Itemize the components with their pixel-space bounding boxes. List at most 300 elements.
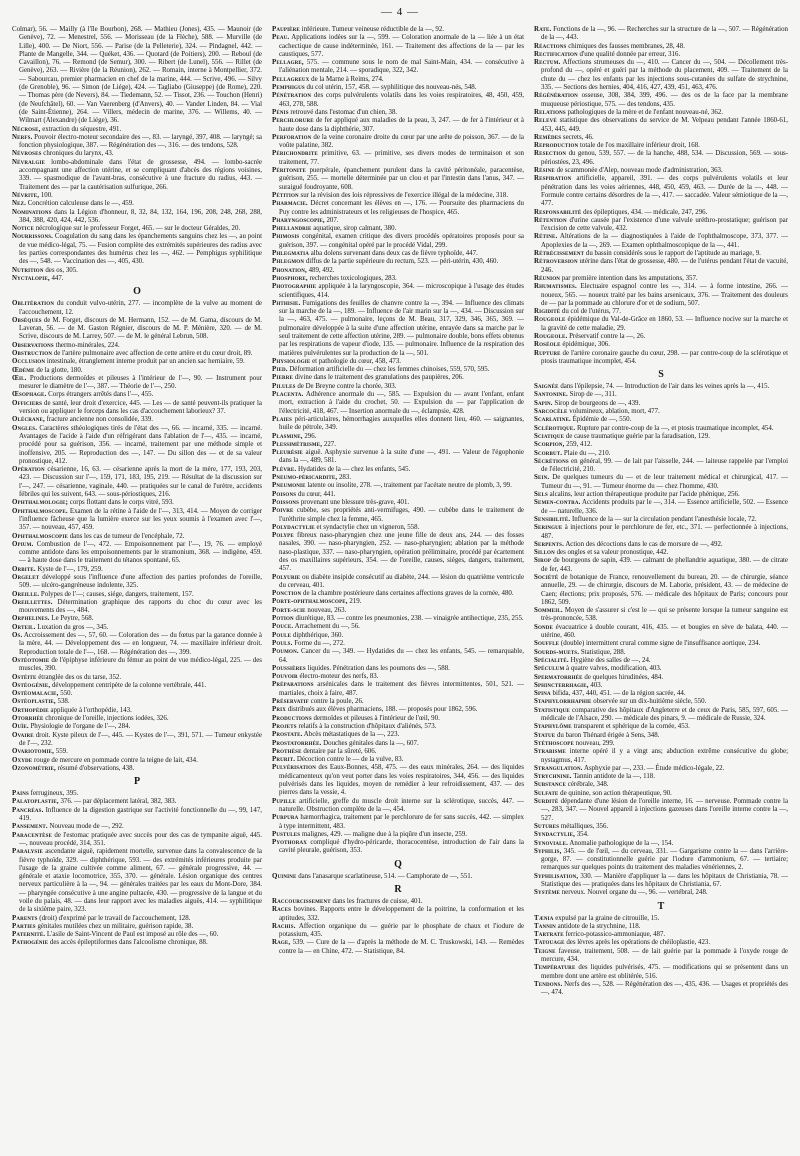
index-entry — [272, 706, 524, 714]
index-entry — [534, 524, 788, 541]
index-entry — [534, 707, 788, 724]
index-entry — [272, 275, 524, 283]
index-entry — [272, 939, 524, 956]
entry-text: césarienne, 16, 63. — césarienne après la mort de la mère, 177, 193, 203, 423. — Discussion sur l'—, 159, 171, 183, 195, 219. — Résultat de la discussion sur l'—, 247. — césarienne, vaginale, 440. — pratiquées sur le canal de l'urètre, accidents fébriles qui les suivent, 643. — sous-périostiques, 216. — [19, 466, 262, 499]
entry-headword: Pouls. — [272, 639, 293, 647]
entry-headword: Resection — [534, 150, 567, 158]
entry-text: faveuse, traitement, 508. — de lait guérie par la pommade à l'oxyde rouge de mercure, 434. — [541, 947, 788, 964]
entry-text: lombo-abdominale dans l'état de grossesse, 494. — lombo-sacrée accompagnant une affection utérine, et se compliquant d'abcès des régions voisines, 339. — spasmodique de l'avant-bras, consécutive à une fracture du radius, 443. — Traitement des — par la cautérisation sulfurique, 266. — [19, 158, 262, 191]
entry-text: Colmar), 56. — Mailly (à l'île Bourbon), 268. — Mathieu (Jones), 435. — Maunoir (de Genève), 72. — Menestrel, 556. — Morisseau (de la Flèche), 588. — Murville (de Lille), 400. — De Niort, 556. — Parise (de la Pelleterie), 324. — Pindagnel, 442. — Plante de Mangelle, 344. — Quéket, 436. — Quotard (de Poitiers), 200. — Reboul (de Cavaillon), 76. — Remond (de Semur), 300. — Ribert (de Lunel), 556. — Rillet (de Genève), 263. — Rivière (de la Réunion), 262. — Romain, interne à Montpellier, 372. — Sabourcau, premier pharmacien en chef de la marine, 444. — Scrive, 496. — Silvy (de Grenoble), 96. — Simon (de Liége), 424. — Tagliabo (Giuseppe) (de Rome), 220. — Thomas père (de Nevers), 84. — Tiedemann, 52. — Tissot, 236. — Touchon (Henri) (de Neufchâtel), 60. — Van Vaerenberg (d'Anvers), 40. — Vander Linden, 84. — Vial (de Saint-Étienne), 264. — Villers, médecin de marine, 376. — Willems, 40. — Wilmart (Alexandre) (de Liége), 36. — [12, 26, 262, 125]
entry-text: pathologiques de la mère et de l'enfant nouveau-né, 362. — [567, 108, 724, 116]
index-entry — [272, 906, 524, 923]
entry-text: Anomalie pathologique de la —, 154. — [569, 839, 674, 847]
index-entry — [272, 109, 524, 117]
index-entry — [534, 607, 788, 624]
entry-text: de la chambre postérieure dans certaines affections graves de la cornée, 480. — [303, 590, 514, 598]
entry-text: 575. — commune sous le nom de mal Saint-Main, 434. — consécutive à l'aliénation mentale, 214. — sporadique, 322, 342. — [279, 59, 524, 75]
index-entry — [12, 757, 262, 765]
index-entry — [272, 681, 524, 698]
entry-text: Statistique, 288. — [580, 648, 626, 656]
entry-text: rouge de mercure en pommade contre la teigne de lait, 434. — [34, 756, 198, 764]
entry-headword: Pouvoir — [272, 673, 298, 681]
index-entry — [272, 923, 524, 940]
entry-headword: Pulvérisation — [272, 764, 316, 772]
entry-text: fibreux naso-pharyngien chez une jeune fille de deux ans, 244. — des fosses nasales, 390. — naso-pharyngien, 252. — naso-pharyngien; ablation par la méthode naso-plastique, 337. — naso-pharyngien, opération préliminaire, procédé par écartement des os maxillaires supérieurs, 354. — de l'oreille, causes, siéges, dangers, traitement, 457. — [279, 532, 524, 573]
entry-text: dans l'anasarque scarlatineuse, 514. — Camphorate de —, 551. — [298, 872, 473, 880]
entry-text: droit. Kyste pileux de l'—, 445. — Kystes de l'—, 391, 571. — Tumeur enkystée de l'—, 232. — [19, 731, 262, 747]
entry-headword: Scorbut. — [534, 449, 563, 457]
entry-headword: Reproduction — [534, 142, 579, 150]
entry-text: Rupture par contre-coup de la —, et ptosis traumatique incomplet, 454. — [577, 424, 774, 432]
entry-headword: Pneumonie — [272, 482, 306, 490]
index-entry — [534, 923, 788, 931]
entry-headword: Phonation, — [272, 266, 307, 274]
entry-headword: Ostéoplastie, — [12, 698, 56, 706]
entry-text: thermo-minérales, 224. — [55, 341, 120, 349]
index-entry — [534, 964, 788, 981]
index-entry — [272, 731, 524, 739]
entry-text: Electuaire espagnol contre les —, 314. — à forme intestine, 266. — noueux, 565. — noueux traité par les bains arsenicaux, 376. — Traitement des douleurs de — par la pommade au chlorure d'or et de sodium, 507. — [541, 283, 788, 307]
entry-text: nouveau, 263. — [307, 606, 347, 614]
entry-headword: Ostéite — [12, 673, 37, 681]
index-entry — [272, 831, 524, 839]
entry-text: malignes, 429. — maligne due à la piqûre d'un insecte, 259. — [301, 830, 467, 838]
index-entry — [12, 425, 262, 466]
index-entry — [272, 283, 524, 300]
entry-text: nouveau, 299. — [575, 739, 615, 747]
index-entry — [534, 781, 788, 789]
entry-text: électro-moteur des nerfs, 83. — [299, 673, 379, 681]
entry-text: d'urine causée par l'existence d'une valvule uréthro-prostatique; guérison par l'excision de cette valvule, 432. — [541, 216, 788, 233]
entry-headword: Orbite. — [12, 565, 36, 573]
entry-headword: Teigne — [534, 947, 556, 955]
index-entry — [272, 433, 524, 441]
entry-text: à quatre valves, modification, 403. — [566, 665, 662, 673]
entry-text: dans les cas de tumeur de l'encéphale, 72. — [69, 532, 185, 540]
entry-text: bovines. Rapports entre le développement de la poitrine, la conformation et les aptitudes, 332. — [279, 906, 524, 922]
entry-text: nécrologique sur le professeur Forget, 465. — sur le docteur Géraldes, 20. — [35, 225, 241, 233]
entry-text: Adhérence anormale du —, 585. — Expulsion du — avant l'enfant, enfant mort, extraction à l'aide du crochet, 50. — Expulsion du — par l'application de l'électricité, 418, 467. — Insertion anormale du —, éclampsie, 428. — [279, 391, 524, 415]
index-entry — [12, 748, 262, 756]
entry-text: du cœur, 441. — [297, 490, 336, 498]
index-entry — [12, 723, 262, 731]
index-entry — [272, 873, 524, 881]
entry-text: résumé d'observations, 438. — [57, 764, 135, 772]
entry-headword: Poussières — [272, 664, 306, 672]
entry-text: Nerfs des —, 528. — Régénération des —, 435, 436. — Usages et propriétés des —, 474. — [541, 980, 788, 997]
index-entry — [272, 590, 524, 598]
entry-headword: Régénération — [534, 92, 578, 100]
index-entry — [534, 723, 788, 731]
index-entry — [534, 391, 788, 399]
index-entry — [534, 92, 788, 109]
entry-headword: Pilules — [272, 382, 296, 390]
entry-text: dans la Légion d'honneur, 8, 32, 84, 132, 164, 196, 208, 248, 268, 288, 384, 388, 420, 424, 442, 536. — [19, 208, 262, 224]
entry-text: distribués aux élèves pharmaciens, 188. — proposés pour 1862, 596. — [287, 706, 478, 714]
entry-headword: Pharyngoscopie, — [272, 216, 325, 224]
entry-headword: Pemphigus — [272, 84, 305, 92]
entry-headword: Orgelet — [12, 574, 40, 581]
index-entry — [12, 823, 262, 831]
index-entry — [272, 607, 524, 615]
index-entry — [272, 798, 524, 815]
entry-headword: Souffle — [534, 640, 560, 648]
entry-headword: Statistique — [534, 706, 570, 714]
entry-text: aiguë. Asphyxie survenue à la suite d'une —, 491. — Valeur de l'égophonie dans la —, 489, 581. — [279, 449, 524, 465]
entry-headword: Oreillettes. — [12, 598, 53, 606]
entry-text: diphthérique, 360. — [292, 631, 344, 639]
entry-headword: Poule — [272, 631, 292, 639]
entry-text: alba dolens survenant dans deux cas de fièvre typhoïde, 447. — [310, 250, 478, 258]
index-entry — [534, 109, 788, 117]
entry-text: Abcès métastatiques de la —, 223. — [303, 731, 400, 739]
entry-headword: Scorpion, — [534, 441, 565, 449]
entry-headword: Sarcocèle — [534, 408, 568, 416]
index-entry — [534, 350, 788, 367]
entry-text: Décoction contre le — de la vulve, 83. — [296, 756, 404, 764]
entry-headword: Sécrétions — [534, 457, 569, 465]
index-entry — [534, 150, 788, 167]
entry-text: de l'estomac pratiquée avec succès pour des cas de tympanite aiguë, 445. —, nouveau procédé, 314, 351. — [19, 831, 262, 847]
entry-text: sur la révision des lois répressives de l'exercice illégal de la médecine, 318. — [300, 191, 509, 199]
index-entry — [272, 416, 524, 433]
index-entry — [534, 416, 788, 424]
index-entry — [12, 358, 262, 366]
entry-text: artificielle, appareil, 391. — des corps pulvérulents volatils et leur pénétration dans les voies aériennes, 448, 450, 459, 463. — Durée de la —, 448. — Formule contre certains désordres de la —, 417. — saccadée. Valeur sémiotique de la —, 477. — [541, 175, 788, 208]
entry-text: Sirop de —, 311. — [569, 391, 617, 399]
entry-text: Combustion de l'—, 472. — Empoisonnement par l'—, 19, 76. — employé comme antidote dans les empoisonnements par le stramonium, 368. — indigène, 459. — à haute dose dans le traitement du tétanos spontané, 65. — [19, 540, 262, 565]
entry-headword: Rétine. — [534, 233, 558, 241]
index-entry — [272, 267, 524, 275]
index-entry — [272, 200, 524, 217]
entry-text: diurétique, 83. — contre les pneumonies, 238. — vinaigrée antihectique, 235, 255. — [295, 615, 524, 623]
entry-headword: Responsabilité — [534, 208, 582, 216]
section-letter: R — [394, 883, 402, 895]
index-entry — [272, 640, 524, 648]
index-entry — [272, 623, 524, 631]
index-entry — [272, 466, 524, 474]
entry-text: 550. — [60, 690, 73, 698]
index-entry — [12, 715, 262, 723]
entry-headword: Saignée — [534, 383, 559, 391]
index-entry — [534, 258, 788, 275]
entry-text: ascendante aiguë, rapidement mortelle, survenue dans la convalescence de la fièvre typhoïde, 329. — diphthérique, 593. — des extrémités inférieures produite par l'usage de la graine cultivée comme aliment, 67. — générale progressive, 44. — générale et ataxie locomotrice, 355, 370. — générale. Lésion organique des centres nerveux particulière à la —, 94. — générales traitées par les eaux du Mont-Dore, 384. — pharyngée consécutive à une angine pultacée, 430. — progressive de la langue et du voile du palais, 48. — dans leur rapport avec les maladies aiguës, 414. — syphilitique de la sixième paire, 323. — [19, 848, 262, 914]
entry-text: Arrachement du —, 56. — [294, 623, 360, 631]
entry-headword: Poisons — [272, 490, 297, 498]
index-entry — [12, 375, 262, 392]
index-entry — [272, 898, 524, 906]
index-entry — [12, 765, 262, 773]
entry-headword: Sclérotique. — [534, 424, 576, 432]
index-entry — [272, 723, 524, 731]
index-entry — [534, 873, 788, 890]
entry-headword: Syphilis, — [534, 847, 562, 855]
index-entry — [272, 632, 524, 640]
entry-text: des Eaux-Bonnes, 458, 475. — des eaux minérales, 264. — des liquides médicamenteux qu'on veut porter dans les voies respiratoires, 344, 456. — des liquides pulvérisés dans les liquides, moyen de remédier à leur refroidissement, 437. — des pierres dans la vessie, 4. — [279, 764, 524, 797]
entry-text: 345. — de l'œil, — du cerveau, 331. — Gargarisme contre la — dans l'arrière-gorge, 87. — constitutionnelle guérie par l'iodure d'ammonium, 67. — tertiaire; remarques sur quelques points du traitement des maladies vénériennes, 2. — [541, 847, 788, 872]
index-entry — [534, 341, 788, 349]
entry-text: de la veine coronaire droite du cœur par une arête de poisson, 367. — de la voûte palatine, 382. — [279, 133, 524, 150]
entry-text: du bassin considérés sous le rapport de l'aptitude au mariage, 9. — [585, 250, 761, 258]
entry-headword: Ongles. — [12, 424, 38, 432]
index-entry — [534, 308, 788, 316]
entry-text: corps flottant dans le corps vitré, 593. — [69, 499, 174, 507]
entry-text: totale de l'os maxillaire inférieur droit, 168. — [580, 142, 700, 150]
entry-text: de quelques hirudinées, 484. — [584, 673, 664, 681]
entry-text: retrouvé dans l'estomac d'un chien, 38. — [290, 108, 398, 116]
index-entry — [12, 317, 262, 342]
index-entry — [12, 233, 262, 266]
entry-text: 538. — [57, 698, 70, 706]
entry-headword: Névralgie — [12, 158, 45, 166]
entry-headword: Ostéotomie — [12, 656, 50, 664]
index-entry — [12, 682, 262, 690]
index-entry — [272, 26, 524, 34]
entry-text: 283. — [338, 474, 352, 482]
index-entry — [12, 200, 262, 208]
entry-text: de De Breyne contre la chorée, 303. — [297, 382, 397, 390]
index-entry — [272, 482, 524, 490]
entry-headword: Syndactylie, — [534, 831, 575, 839]
entry-text: alcalins, leur action thérapeutique produite par l'acide phénique, 256. — [549, 491, 740, 499]
index-entry — [12, 798, 262, 806]
entry-headword: Sillon — [534, 549, 555, 557]
entry-headword: Opération — [12, 466, 45, 474]
index-entry — [272, 167, 524, 192]
entry-headword: Paternité. — [12, 931, 46, 939]
entry-text: volumineux, ablation, mort, 477. — [569, 408, 660, 416]
index-entry — [534, 840, 788, 848]
entry-text: 296. — [304, 432, 317, 440]
entry-headword: Pyothorax — [272, 839, 308, 847]
entry-headword: Perforation — [272, 133, 312, 141]
index-entry — [12, 732, 262, 749]
entry-text: Décret concernant les élèves en —, 176. — Poursuite des pharmaciens du Puy contre les administrateurs et les religieuses de l'hospice, 465. — [279, 200, 524, 216]
index-entry — [534, 732, 788, 740]
entry-headword: Rétrécissement — [534, 250, 585, 258]
entry-headword: Roséole — [534, 341, 561, 349]
entry-text: comparative des hôpitaux d'Angleterre et de ceux de Paris, 585, 597, 605. — médicale de l'Alsace, 290. — médicale des pinars, 9. — médicale de Russie, 324. — [541, 706, 788, 723]
entry-headword: Parties — [12, 922, 36, 930]
entry-text: intestinale, étranglement interne produit par un ancien sac herniaire, 59. — [46, 358, 245, 366]
entry-text: Applications iodées sur la —, 599. — Coloration anormale de la — liée à un état cachectique de cause indéterminée, 161. — Traitement des affections de la — par les caustiques, 577. — [279, 34, 524, 58]
entry-text: dans l'épilepsie, 74. — Introduction de l'air dans les veines après la —, 415. — [560, 383, 770, 391]
entry-text: liquides. Pénétration dans les poumons des —, 588. — [307, 664, 450, 672]
index-entry — [534, 549, 788, 557]
entry-text: étranglée des os du tarse, 352. — [38, 673, 122, 681]
entry-text: du genou, 539, 557. — de la hanche, 488, 534. — Discussion, 569. — sous-périostées, 23, 496. — [541, 150, 788, 166]
entry-headword: Sciatique — [534, 432, 565, 440]
index-entry — [534, 491, 788, 499]
index-entry — [534, 217, 788, 234]
entry-headword: Orteil. — [12, 623, 36, 631]
entry-headword: Ponction — [272, 590, 302, 598]
entry-headword: Occlusion — [12, 358, 46, 366]
entry-text: de la Marne à Reims, 274. — [311, 75, 384, 83]
index-entry — [272, 648, 524, 665]
entry-headword: Rachis. — [272, 922, 296, 930]
entry-headword: Substance — [534, 781, 567, 789]
index-entry — [534, 698, 788, 706]
index-entry — [272, 76, 524, 84]
entry-text: Physiologie de l'organe de l'—, 284. — [30, 723, 131, 731]
index-entry — [272, 150, 524, 167]
entry-text: 259, 412. — [566, 441, 593, 449]
entry-headword: Œdème — [12, 366, 35, 374]
entry-text: Luxation du gros —, 345. — [37, 623, 109, 631]
index-entry — [12, 342, 262, 350]
entry-text: Le Peytre, 568. — [51, 615, 94, 623]
entry-headword: Ophthalmoscope. — [12, 507, 68, 515]
index-entry — [534, 43, 788, 51]
entry-headword: Nourrissons. — [12, 233, 54, 241]
section-letter: O — [133, 286, 141, 298]
index-entry — [272, 134, 524, 151]
entry-text: 539. — Cure de la — d'après la méthode de M. C. Truskowski, 143. — Remèdes contre la — en Chine, 472. — Statistique, 84. — [279, 939, 524, 955]
entry-headword: Semen-contra. — [534, 499, 581, 507]
entry-headword: Raccourcissement — [272, 897, 331, 905]
entry-headword: Os. — [12, 632, 23, 640]
entry-text: des accès épileptiformes dans l'alcoolisme chronique, 88. — [49, 939, 208, 947]
entry-text: Coagulation du sang dans les épanchements sanguins chez les —, au point de vue médico-légal, 75. — Fusion complète des extrémités supérieures des radius avec les parties correspondantes des humérus chez les —, 462. — Pemphigus syphilitique des —, 548. — Vaccination des —, 405, 430. — [19, 233, 262, 266]
entry-headword: Pouce. — [272, 623, 294, 631]
entry-text: de fer appliqué aux maladies de la peau, 3, 247. — de fer à l'intérieur et à haute dose dans la diphthérie, 307. — [279, 117, 524, 133]
entry-headword: Prix — [272, 706, 286, 714]
index-entry — [12, 690, 262, 698]
entry-headword: Pansement. — [12, 823, 48, 831]
index-entry — [272, 383, 524, 391]
entry-headword: Nominations — [12, 208, 52, 216]
entry-headword: Tænia — [534, 914, 554, 922]
entry-headword: Pharmacie. — [272, 200, 308, 208]
index-entry — [272, 665, 524, 673]
entry-text: épidémique, 306. — [562, 341, 610, 349]
index-entry — [534, 383, 788, 391]
entry-headword: Nécrose, — [12, 125, 41, 133]
entry-headword: Pupille — [272, 797, 296, 805]
index-entry — [272, 117, 524, 134]
entry-headword: Pancréas. — [12, 806, 44, 814]
index-entry — [12, 939, 262, 947]
entry-headword: Ovariotomie, — [12, 748, 55, 756]
index-entry — [12, 657, 262, 674]
entry-headword: Plasmine, — [272, 432, 303, 440]
index-entry — [272, 574, 524, 591]
index-entry — [12, 367, 262, 375]
entry-headword: Opium. — [12, 540, 34, 548]
entry-headword: Poumon. — [272, 648, 299, 656]
entry-text: de l'épiphyse inférieure du fémur au point de vue médico-légal, 225. — des muscles, 390. — [19, 656, 262, 673]
index-entry — [534, 624, 788, 641]
index-entry — [272, 92, 524, 109]
index-entry — [12, 707, 262, 715]
entry-text: Influence de la — sur la circulation pendant l'anesthésie locale, 72. — [572, 515, 757, 523]
entry-text: du col utérin, 157, 458. — syphilitique des nouveau-nés, 548. — [306, 84, 477, 92]
entry-headword: Sapin. — [534, 399, 553, 407]
entry-headword: Porte-scie — [272, 606, 306, 614]
entry-headword: Races — [272, 906, 292, 914]
index-entry — [534, 433, 788, 441]
index-entry — [272, 300, 524, 358]
entry-headword: Rate. — [534, 26, 552, 33]
entry-text: 100. — [40, 191, 53, 199]
entry-text: expulsé par la graine de citrouille, 15. — [555, 914, 660, 922]
entry-headword: Perchlorure — [272, 117, 314, 125]
index-entry — [534, 939, 788, 947]
entry-headword: Paupière — [272, 26, 300, 33]
entry-text: 227. — [323, 440, 336, 448]
entry-text: Fumigations des feuilles de chanvre contre la —, 394. — Influence des climats sur la marche de la —, 189. — Influence de l'air marin sur la —, 434. — Discussion sur la —, 463, 475. — pulmonaire, leçons de M. Beau, 317, 329, 346, 365, 369. — pulmonaire développée à la suite d'une affection utérine, enrayée dans sa marche par le seul traitement de cette affection utérine, 289. — pulmonaire double, bons effets obtenus par les respirations de vapeur d'iode, 135. — pulmonaire. Influence de la respiration des matières pulvérulentes sur la production de la —, 501. — [279, 299, 524, 357]
entry-text: de scammonée d'Alep, nouveau mode d'administration, 363. — [556, 167, 723, 175]
index-entry — [12, 624, 262, 632]
entry-text: des ongles et sa valeur pronostique, 442. — [556, 549, 669, 557]
entry-text: dermoïdes et pileuses à l'intérieur de l'œil, 90. — [313, 714, 440, 722]
entry-headword: Sourds-muets. — [534, 648, 580, 656]
index-entry — [272, 441, 524, 449]
entry-headword: Pleurésie — [272, 449, 303, 457]
entry-headword: Prothèse — [272, 747, 302, 755]
entry-text: développement centripète de la colonne vertébrale, 441. — [51, 681, 207, 689]
entry-headword: Réactions — [534, 42, 567, 50]
index-entry — [12, 134, 262, 151]
index-entry — [12, 541, 262, 566]
index-entry — [534, 541, 788, 549]
entry-text: 403. — [590, 681, 603, 689]
index-entry — [272, 839, 524, 856]
index-entry — [534, 316, 788, 333]
entry-text: latente ou insolite, 278. —, traitement par l'acétate neutre de plomb, 3, 99. — [307, 482, 512, 490]
entry-text: des lèvres après les opérations de chéiloplastie, 423. — [566, 939, 711, 947]
index-entry — [12, 391, 262, 399]
entry-headword: Paracentèse — [12, 831, 53, 839]
entry-text: Examen de la rétine à l'aide de l'—, 313, 414. — Moyen de corriger l'influence fâcheuse que la lumière exerce sur les yeux soumis à l'examen avec l'—, 357. — nouveau, 457, 459. — [19, 507, 262, 532]
entry-headword: Peau. — [272, 34, 290, 42]
entry-headword: Oxyde — [12, 756, 33, 764]
entry-text: en général, 99. — de lait par l'aisselle, 244. — laiteuse rappelée par l'emploi de l'électricité, 210. — [541, 457, 788, 474]
index-entry — [272, 474, 524, 482]
entry-headword: Sein. — [534, 474, 550, 482]
index-entry — [534, 831, 788, 839]
index-entry — [534, 474, 788, 491]
index-entry — [534, 499, 788, 516]
index-entry — [12, 126, 262, 134]
index-entry — [272, 449, 524, 466]
entry-text: évacuatrice à double courant, 416, 435. — et bougies en sève de balata, 440. — utérine, 460. — [541, 623, 788, 640]
entry-headword: Scarlatine. — [534, 416, 571, 424]
entry-text: Concrétion calculeuse dans le —, 459. — [27, 200, 134, 208]
index-column-left — [12, 26, 262, 1150]
entry-headword: Tatouage — [534, 939, 565, 947]
entry-headword: Pierre — [272, 374, 293, 382]
entry-headword: Pied. — [272, 366, 288, 374]
index-entry — [12, 615, 262, 623]
index-entry — [272, 673, 524, 681]
entry-headword: Sulfate — [534, 789, 559, 797]
index-entry — [12, 275, 262, 283]
entry-text: d'une qualité donnée par erreur, 316. — [579, 50, 681, 58]
index-entry — [534, 117, 788, 134]
entry-headword: Ophthalmologie; — [12, 499, 69, 507]
index-entry — [534, 790, 788, 798]
index-entry — [12, 267, 262, 275]
entry-text: hæmorrhagica, traitement par le perchlorure de fer sans succès, 442. — simplex à type intermittent, 483. — [279, 814, 524, 830]
entry-headword: Tendons. — [534, 980, 563, 988]
section-letter: T — [657, 900, 665, 912]
entry-text: Déformation artificielle du — chez les femmes chinoises, 559, 570, 595. — [289, 366, 490, 374]
entry-headword: Ophthalmoscopie — [12, 532, 68, 540]
entry-text: Tannin antidote de la —, 118. — [573, 773, 655, 781]
index-entry — [534, 682, 788, 690]
